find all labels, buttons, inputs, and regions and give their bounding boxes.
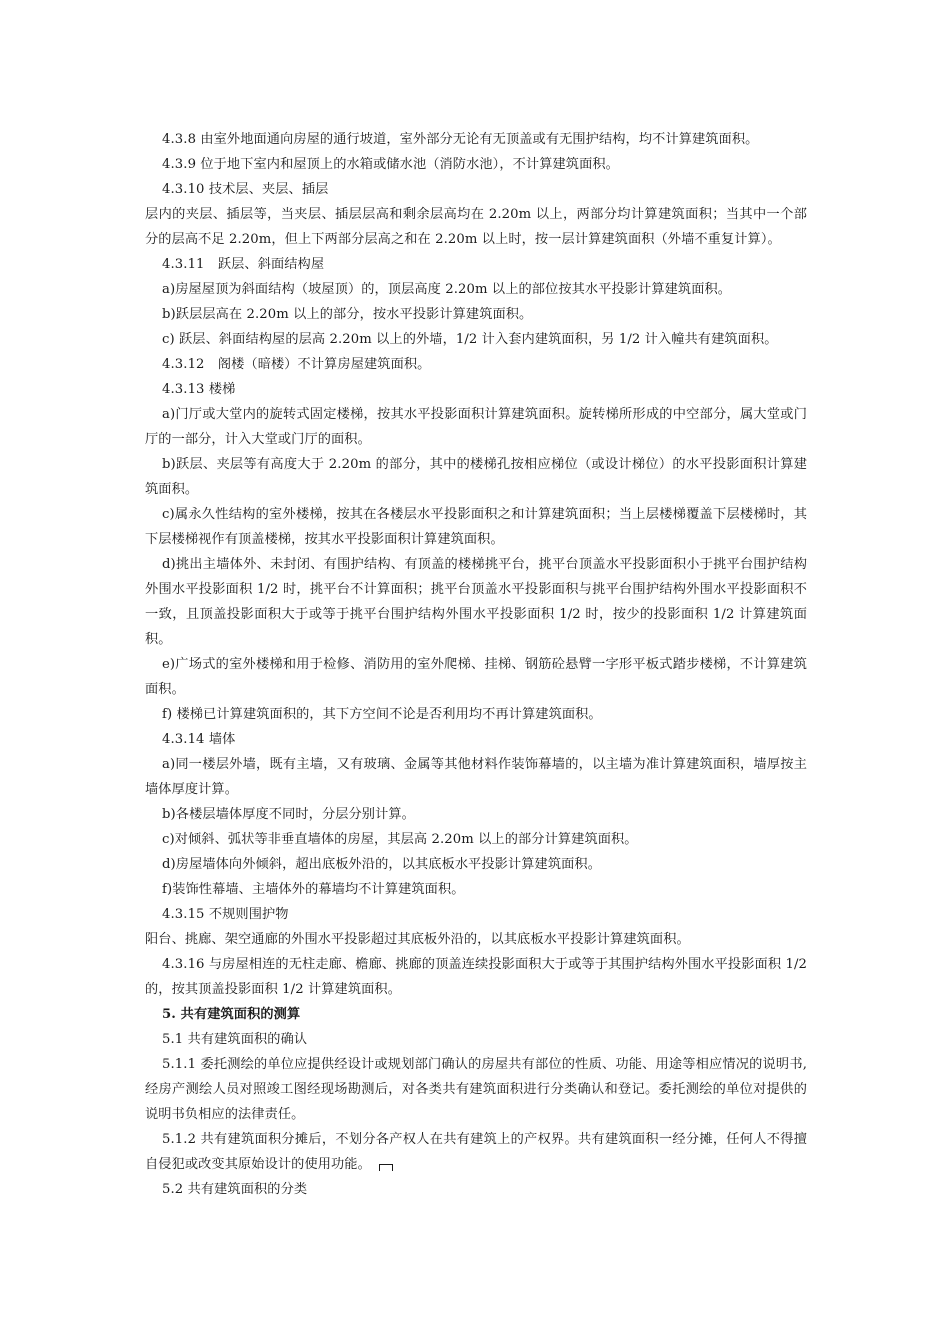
paragraph (145, 1177, 807, 1202)
paragraph (145, 552, 807, 652)
paragraph (145, 202, 807, 252)
paragraph (145, 1127, 807, 1177)
paragraph-text: 4.3.14 墙体 (162, 732, 236, 747)
paragraph (145, 252, 807, 277)
return-mark-icon (379, 1164, 393, 1171)
paragraph-text: b)跃层层高在 2.20m 以上的部分，按水平投影计算建筑面积。 (162, 307, 533, 322)
paragraph-text: 4.3.11 跃层、斜面结构屋 (162, 257, 325, 272)
paragraph (145, 402, 807, 452)
paragraph (145, 277, 807, 302)
paragraph (145, 752, 807, 802)
paragraph (145, 802, 807, 827)
paragraph-text: 层内的夹层、插层等，当夹层、插层层高和剩余层高均在 2.20m 以上，两部分均计算建筑面积；当其中一个部分的层高不足 2.20m，但上下两部分层高之和在 2.20m 以上时，按一层计算建筑面积（外墙不重复计算）。 (145, 207, 807, 247)
paragraph (145, 327, 807, 352)
paragraph (145, 952, 807, 1002)
paragraph-text: 4.3.12 阁楼（暗楼）不计算房屋建筑面积。 (162, 357, 431, 372)
paragraph-text: c)属永久性结构的室外楼梯，按其在各楼层水平投影面积之和计算建筑面积；当上层楼梯覆盖下层楼梯时，其下层楼梯视作有顶盖楼梯，按其水平投影面积计算建筑面积。 (145, 507, 807, 547)
paragraph (145, 452, 807, 502)
paragraph-text: 5.2 共有建筑面积的分类 (162, 1182, 308, 1197)
paragraph-text: 4.3.9 位于地下室内和屋顶上的水箱或储水池（消防水池），不计算建筑面积。 (162, 157, 619, 172)
paragraph-text: 5.1 共有建筑面积的确认 (162, 1032, 308, 1047)
paragraph (145, 352, 807, 377)
section-heading (145, 1002, 807, 1027)
paragraph (145, 302, 807, 327)
paragraph (145, 727, 807, 752)
paragraph-text: 4.3.8 由室外地面通向房屋的通行坡道，室外部分无论有无顶盖或有无围护结构，均不计算建筑面积。 (162, 132, 759, 147)
paragraph (145, 152, 807, 177)
paragraph (145, 702, 807, 727)
paragraph-text: a)同一楼层外墙，既有主墙，又有玻璃、金属等其他材料作装饰幕墙的，以主墙为准计算建筑面积，墙厚按主墙体厚度计算。 (145, 757, 807, 797)
paragraph-text: 4.3.16 与房屋相连的无柱走廊、檐廊、挑廊的顶盖连续投影面积大于或等于其围护结构外围水平投影面积 1/2 的，按其顶盖投影面积 1/2 计算建筑面积。 (145, 957, 807, 997)
paragraph-text: e)广场式的室外楼梯和用于检修、消防用的室外爬梯、挂梯、钢筋砼悬臂一字形平板式踏步楼梯，不计算建筑面积。 (145, 657, 807, 697)
paragraph-text: c)对倾斜、弧状等非垂直墙体的房屋，其层高 2.20m 以上的部分计算建筑面积。 (162, 832, 638, 847)
paragraph-text: b)跃层、夹层等有高度大于 2.20m 的部分，其中的楼梯孔按相应梯位（或设计梯位）的水平投影面积计算建筑面积。 (145, 457, 807, 497)
paragraph-text: 阳台、挑廊、架空通廊的外围水平投影超过其底板外沿的，以其底板水平投影计算建筑面积。 (145, 932, 690, 947)
paragraph (145, 902, 807, 927)
paragraph (145, 127, 807, 152)
paragraph (145, 652, 807, 702)
paragraph-text: 5. 共有建筑面积的测算 (162, 1007, 301, 1022)
paragraph (145, 377, 807, 402)
paragraph-text: d)房屋墙体向外倾斜，超出底板外沿的，以其底板水平投影计算建筑面积。 (162, 857, 601, 872)
paragraph (145, 1052, 807, 1127)
paragraph-text: 5.1.2 共有建筑面积分摊后，不划分各产权人在共有建筑上的产权界。共有建筑面积一经分摊，任何人不得擅自侵犯或改变其原始设计的使用功能。 (145, 1132, 807, 1172)
paragraph (145, 1027, 807, 1052)
paragraph-text: a)门厅或大堂内的旋转式固定楼梯，按其水平投影面积计算建筑面积。旋转梯所形成的中空部分，属大堂或门厅的一部分，计入大堂或门厅的面积。 (145, 407, 807, 447)
paragraph (145, 827, 807, 852)
paragraph-text: 4.3.15 不规则围护物 (162, 907, 289, 922)
paragraph-text: b)各楼层墙体厚度不同时，分层分别计算。 (162, 807, 415, 822)
paragraph-text: a)房屋屋顶为斜面结构（坡屋顶）的，顶层高度 2.20m 以上的部位按其水平投影计算建筑面积。 (162, 282, 732, 297)
paragraph (145, 502, 807, 552)
paragraph-text: 4.3.10 技术层、夹层、插层 (162, 182, 329, 197)
document-body (145, 127, 807, 1202)
paragraph-text: c) 跃层、斜面结构屋的层高 2.20m 以上的外墙，1/2 计入套内建筑面积，另 1/2 计入幢共有建筑面积。 (162, 332, 778, 347)
paragraph-text: f) 楼梯已计算建筑面积的，其下方空间不论是否利用均不再计算建筑面积。 (162, 707, 602, 722)
paragraph (145, 877, 807, 902)
paragraph-text: 4.3.13 楼梯 (162, 382, 236, 397)
paragraph-text: f)装饰性幕墙、主墙体外的幕墙均不计算建筑面积。 (162, 882, 465, 897)
paragraph-text: d)挑出主墙体外、未封闭、有围护结构、有顶盖的楼梯挑平台，挑平台顶盖水平投影面积小于挑平台围护结构外围水平投影面积 1/2 时，挑平台不计算面积；挑平台顶盖水平投影面积与挑平台围护结构外围水平投影面积不一致，且顶盖投影面积大于或等于挑平台围护结构外围水平投影面积 1/2 时，按少的投影面积 1/2 计算建筑面积。 (145, 557, 807, 647)
paragraph (145, 852, 807, 877)
paragraph (145, 927, 807, 952)
paragraph (145, 177, 807, 202)
paragraph-text: 5.1.1 委托测绘的单位应提供经设计或规划部门确认的房屋共有部位的性质、功能、用途等相应情况的说明书, 经房产测绘人员对照竣工图经现场勘测后，对各类共有建筑面积进行分类确认和登记。委托测绘的单位对提供的说明书负相应的法律责任。 (145, 1057, 807, 1122)
